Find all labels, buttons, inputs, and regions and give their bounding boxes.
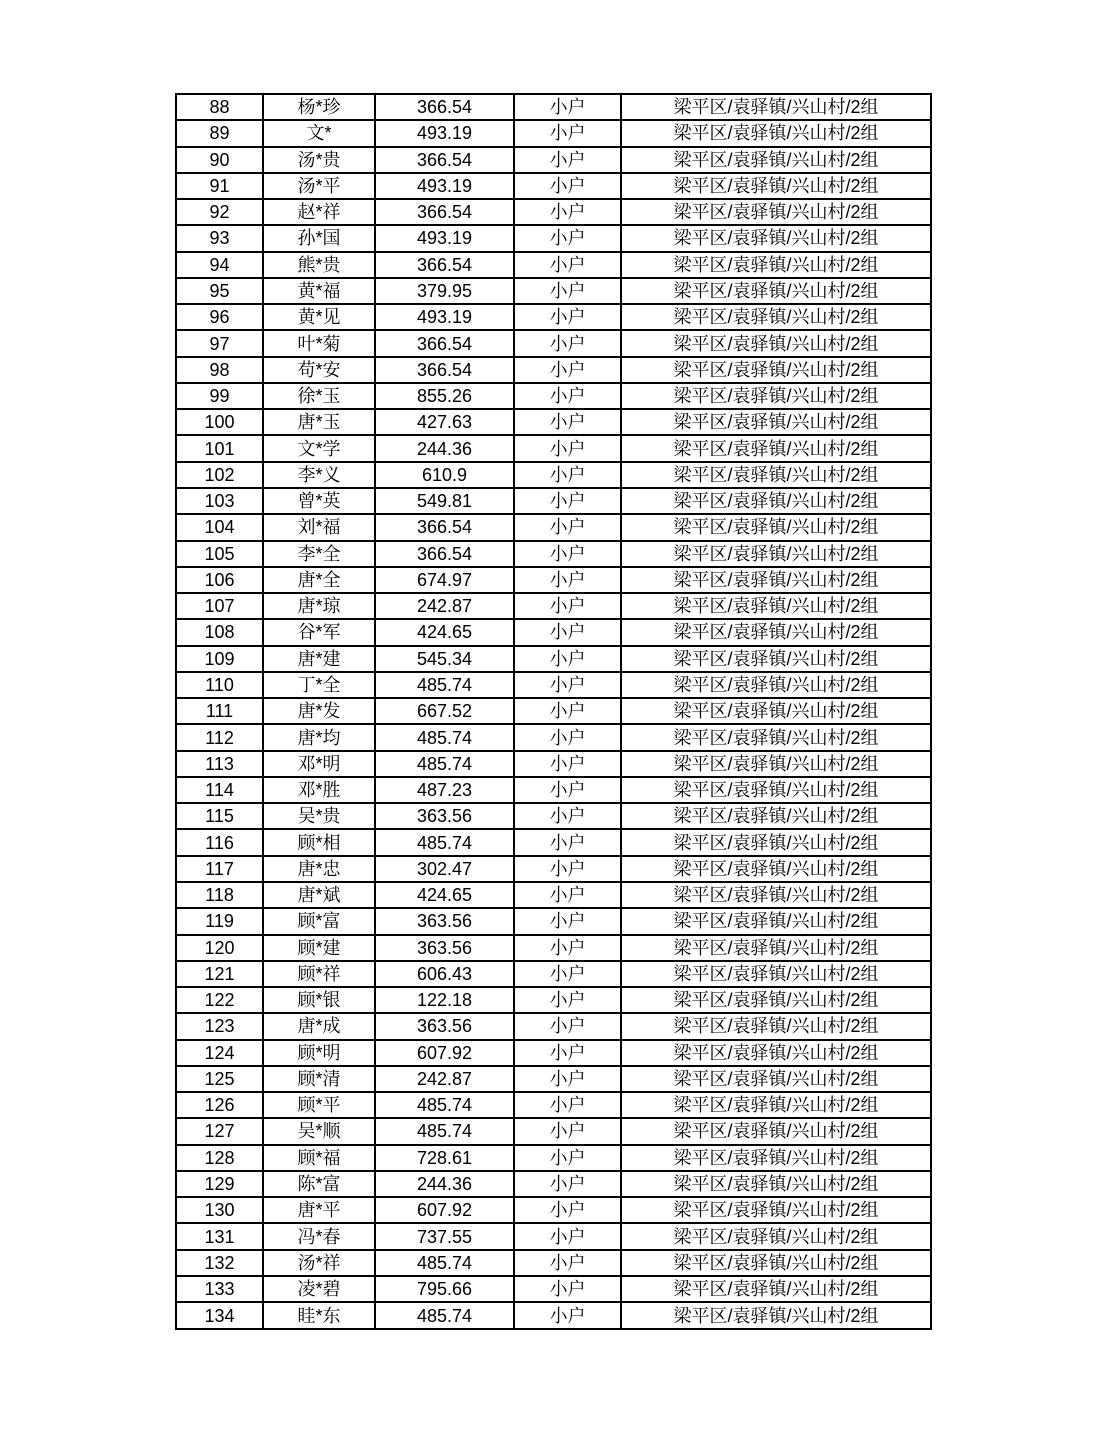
name-cell: 陈*富 (263, 1171, 375, 1197)
table-row (176, 1171, 931, 1197)
table-row (176, 777, 931, 803)
table-row (176, 514, 931, 540)
row-number-cell: 117 (176, 856, 263, 882)
amount-cell: 363.56 (375, 935, 514, 961)
amount-cell: 366.54 (375, 199, 514, 225)
amount-cell: 549.81 (375, 488, 514, 514)
name-cell: 唐*发 (263, 698, 375, 724)
row-number-cell: 111 (176, 698, 263, 724)
household-type-cell: 小户 (514, 724, 621, 750)
row-number-cell: 101 (176, 435, 263, 461)
location-cell: 梁平区/袁驿镇/兴山村/2组 (621, 488, 931, 514)
location-cell: 梁平区/袁驿镇/兴山村/2组 (621, 541, 931, 567)
table-row (176, 1276, 931, 1302)
name-cell: 孙*国 (263, 225, 375, 251)
table-row (176, 619, 931, 645)
location-cell: 梁平区/袁驿镇/兴山村/2组 (621, 199, 931, 225)
amount-cell: 244.36 (375, 435, 514, 461)
amount-cell: 424.65 (375, 882, 514, 908)
row-number-cell: 119 (176, 908, 263, 934)
household-type-cell: 小户 (514, 961, 621, 987)
household-type-cell: 小户 (514, 908, 621, 934)
amount-cell: 737.55 (375, 1223, 514, 1249)
row-number-cell: 131 (176, 1223, 263, 1249)
household-type-cell: 小户 (514, 462, 621, 488)
household-type-cell: 小户 (514, 829, 621, 855)
location-cell: 梁平区/袁驿镇/兴山村/2组 (621, 593, 931, 619)
household-type-cell: 小户 (514, 1118, 621, 1144)
location-cell: 梁平区/袁驿镇/兴山村/2组 (621, 803, 931, 829)
amount-cell: 366.54 (375, 514, 514, 540)
table-row (176, 304, 931, 330)
row-number-cell: 103 (176, 488, 263, 514)
location-cell: 梁平区/袁驿镇/兴山村/2组 (621, 94, 931, 120)
name-cell: 谷*军 (263, 619, 375, 645)
household-type-cell: 小户 (514, 619, 621, 645)
name-cell: 赵*祥 (263, 199, 375, 225)
name-cell: 唐*建 (263, 646, 375, 672)
household-type-cell: 小户 (514, 1171, 621, 1197)
row-number-cell: 89 (176, 120, 263, 146)
amount-cell: 427.63 (375, 409, 514, 435)
name-cell: 唐*忠 (263, 856, 375, 882)
location-cell: 梁平区/袁驿镇/兴山村/2组 (621, 1118, 931, 1144)
location-cell: 梁平区/袁驿镇/兴山村/2组 (621, 147, 931, 173)
household-type-cell: 小户 (514, 173, 621, 199)
table-row (176, 646, 931, 672)
amount-cell: 795.66 (375, 1276, 514, 1302)
table-row (176, 567, 931, 593)
household-type-cell: 小户 (514, 278, 621, 304)
household-type-cell: 小户 (514, 1276, 621, 1302)
name-cell: 邓*明 (263, 751, 375, 777)
amount-cell: 487.23 (375, 777, 514, 803)
row-number-cell: 114 (176, 777, 263, 803)
amount-cell: 493.19 (375, 225, 514, 251)
table-row (176, 987, 931, 1013)
household-type-cell: 小户 (514, 567, 621, 593)
name-cell: 文* (263, 120, 375, 146)
household-type-cell: 小户 (514, 1223, 621, 1249)
name-cell: 眭*东 (263, 1302, 375, 1329)
location-cell: 梁平区/袁驿镇/兴山村/2组 (621, 173, 931, 199)
household-type-cell: 小户 (514, 987, 621, 1013)
location-cell: 梁平区/袁驿镇/兴山村/2组 (621, 120, 931, 146)
household-type-cell: 小户 (514, 672, 621, 698)
row-number-cell: 109 (176, 646, 263, 672)
table-row (176, 252, 931, 278)
table-row (176, 1145, 931, 1171)
location-cell: 梁平区/袁驿镇/兴山村/2组 (621, 357, 931, 383)
table-row (176, 488, 931, 514)
name-cell: 李*义 (263, 462, 375, 488)
row-number-cell: 106 (176, 567, 263, 593)
table-row (176, 173, 931, 199)
row-number-cell: 95 (176, 278, 263, 304)
table-row (176, 462, 931, 488)
amount-cell: 667.52 (375, 698, 514, 724)
location-cell: 梁平区/袁驿镇/兴山村/2组 (621, 1223, 931, 1249)
amount-cell: 485.74 (375, 751, 514, 777)
amount-cell: 363.56 (375, 803, 514, 829)
name-cell: 唐*琼 (263, 593, 375, 619)
row-number-cell: 127 (176, 1118, 263, 1144)
name-cell: 汤*贵 (263, 147, 375, 173)
amount-cell: 485.74 (375, 672, 514, 698)
row-number-cell: 116 (176, 829, 263, 855)
row-number-cell: 100 (176, 409, 263, 435)
amount-cell: 610.9 (375, 462, 514, 488)
location-cell: 梁平区/袁驿镇/兴山村/2组 (621, 882, 931, 908)
household-type-cell: 小户 (514, 514, 621, 540)
row-number-cell: 123 (176, 1013, 263, 1039)
location-cell: 梁平区/袁驿镇/兴山村/2组 (621, 987, 931, 1013)
table-row (176, 1223, 931, 1249)
household-type-cell: 小户 (514, 856, 621, 882)
table-row (176, 856, 931, 882)
location-cell: 梁平区/袁驿镇/兴山村/2组 (621, 462, 931, 488)
row-number-cell: 128 (176, 1145, 263, 1171)
table-row (176, 330, 931, 356)
row-number-cell: 124 (176, 1040, 263, 1066)
name-cell: 顾*建 (263, 935, 375, 961)
location-cell: 梁平区/袁驿镇/兴山村/2组 (621, 856, 931, 882)
amount-cell: 366.54 (375, 541, 514, 567)
table-row (176, 435, 931, 461)
name-cell: 徐*玉 (263, 383, 375, 409)
row-number-cell: 120 (176, 935, 263, 961)
amount-cell: 485.74 (375, 1250, 514, 1276)
location-cell: 梁平区/袁驿镇/兴山村/2组 (621, 225, 931, 251)
amount-cell: 363.56 (375, 908, 514, 934)
household-type-cell: 小户 (514, 383, 621, 409)
location-cell: 梁平区/袁驿镇/兴山村/2组 (621, 751, 931, 777)
household-type-cell: 小户 (514, 1302, 621, 1329)
row-number-cell: 134 (176, 1302, 263, 1329)
household-type-cell: 小户 (514, 1066, 621, 1092)
row-number-cell: 122 (176, 987, 263, 1013)
amount-cell: 485.74 (375, 1302, 514, 1329)
household-type-cell: 小户 (514, 751, 621, 777)
table-row (176, 803, 931, 829)
name-cell: 刘*福 (263, 514, 375, 540)
table-row (176, 1040, 931, 1066)
household-type-cell: 小户 (514, 803, 621, 829)
amount-cell: 242.87 (375, 1066, 514, 1092)
name-cell: 冯*春 (263, 1223, 375, 1249)
table-row (176, 357, 931, 383)
name-cell: 李*全 (263, 541, 375, 567)
location-cell: 梁平区/袁驿镇/兴山村/2组 (621, 672, 931, 698)
table-row (176, 94, 931, 120)
table-row (176, 409, 931, 435)
table-row (176, 672, 931, 698)
location-cell: 梁平区/袁驿镇/兴山村/2组 (621, 1013, 931, 1039)
row-number-cell: 98 (176, 357, 263, 383)
name-cell: 汤*平 (263, 173, 375, 199)
name-cell: 黄*福 (263, 278, 375, 304)
household-type-cell: 小户 (514, 593, 621, 619)
table-row (176, 1250, 931, 1276)
row-number-cell: 121 (176, 961, 263, 987)
table-row (176, 1092, 931, 1118)
table-row (176, 935, 931, 961)
location-cell: 梁平区/袁驿镇/兴山村/2组 (621, 1250, 931, 1276)
amount-cell: 363.56 (375, 1013, 514, 1039)
location-cell: 梁平区/袁驿镇/兴山村/2组 (621, 619, 931, 645)
name-cell: 顾*富 (263, 908, 375, 934)
table-row (176, 1013, 931, 1039)
location-cell: 梁平区/袁驿镇/兴山村/2组 (621, 777, 931, 803)
table-row (176, 829, 931, 855)
amount-cell: 122.18 (375, 987, 514, 1013)
household-type-cell: 小户 (514, 304, 621, 330)
amount-cell: 607.92 (375, 1040, 514, 1066)
table-row (176, 751, 931, 777)
household-subsidy-table (175, 93, 932, 1330)
household-type-cell: 小户 (514, 225, 621, 251)
location-cell: 梁平区/袁驿镇/兴山村/2组 (621, 698, 931, 724)
row-number-cell: 94 (176, 252, 263, 278)
household-type-cell: 小户 (514, 698, 621, 724)
table-row (176, 199, 931, 225)
row-number-cell: 93 (176, 225, 263, 251)
household-type-cell: 小户 (514, 409, 621, 435)
table-row (176, 1066, 931, 1092)
row-number-cell: 104 (176, 514, 263, 540)
location-cell: 梁平区/袁驿镇/兴山村/2组 (621, 409, 931, 435)
row-number-cell: 90 (176, 147, 263, 173)
row-number-cell: 91 (176, 173, 263, 199)
household-type-cell: 小户 (514, 199, 621, 225)
table-row (176, 278, 931, 304)
location-cell: 梁平区/袁驿镇/兴山村/2组 (621, 1040, 931, 1066)
table-row (176, 724, 931, 750)
location-cell: 梁平区/袁驿镇/兴山村/2组 (621, 1302, 931, 1329)
row-number-cell: 112 (176, 724, 263, 750)
table-row (176, 1118, 931, 1144)
row-number-cell: 92 (176, 199, 263, 225)
row-number-cell: 97 (176, 330, 263, 356)
location-cell: 梁平区/袁驿镇/兴山村/2组 (621, 1276, 931, 1302)
row-number-cell: 115 (176, 803, 263, 829)
household-type-cell: 小户 (514, 1092, 621, 1118)
name-cell: 顾*清 (263, 1066, 375, 1092)
name-cell: 顾*平 (263, 1092, 375, 1118)
location-cell: 梁平区/袁驿镇/兴山村/2组 (621, 935, 931, 961)
name-cell: 吴*贵 (263, 803, 375, 829)
row-number-cell: 108 (176, 619, 263, 645)
name-cell: 唐*均 (263, 724, 375, 750)
table-row (176, 698, 931, 724)
name-cell: 文*学 (263, 435, 375, 461)
table-row (176, 147, 931, 173)
location-cell: 梁平区/袁驿镇/兴山村/2组 (621, 514, 931, 540)
amount-cell: 302.47 (375, 856, 514, 882)
name-cell: 顾*明 (263, 1040, 375, 1066)
amount-cell: 855.26 (375, 383, 514, 409)
name-cell: 曾*英 (263, 488, 375, 514)
household-type-cell: 小户 (514, 1013, 621, 1039)
table-row (176, 383, 931, 409)
row-number-cell: 133 (176, 1276, 263, 1302)
name-cell: 顾*银 (263, 987, 375, 1013)
location-cell: 梁平区/袁驿镇/兴山村/2组 (621, 908, 931, 934)
row-number-cell: 105 (176, 541, 263, 567)
household-type-cell: 小户 (514, 777, 621, 803)
table-row (176, 120, 931, 146)
household-type-cell: 小户 (514, 147, 621, 173)
household-type-cell: 小户 (514, 330, 621, 356)
table-row (176, 908, 931, 934)
name-cell: 汤*祥 (263, 1250, 375, 1276)
location-cell: 梁平区/袁驿镇/兴山村/2组 (621, 1145, 931, 1171)
table-row (176, 1197, 931, 1223)
name-cell: 苟*安 (263, 357, 375, 383)
amount-cell: 366.54 (375, 252, 514, 278)
row-number-cell: 99 (176, 383, 263, 409)
location-cell: 梁平区/袁驿镇/兴山村/2组 (621, 252, 931, 278)
amount-cell: 379.95 (375, 278, 514, 304)
amount-cell: 485.74 (375, 1118, 514, 1144)
amount-cell: 244.36 (375, 1171, 514, 1197)
amount-cell: 493.19 (375, 173, 514, 199)
amount-cell: 493.19 (375, 304, 514, 330)
amount-cell: 366.54 (375, 330, 514, 356)
household-type-cell: 小户 (514, 488, 621, 514)
amount-cell: 242.87 (375, 593, 514, 619)
amount-cell: 485.74 (375, 829, 514, 855)
name-cell: 唐*平 (263, 1197, 375, 1223)
household-type-cell: 小户 (514, 1197, 621, 1223)
amount-cell: 366.54 (375, 357, 514, 383)
name-cell: 吴*顺 (263, 1118, 375, 1144)
location-cell: 梁平区/袁驿镇/兴山村/2组 (621, 829, 931, 855)
row-number-cell: 129 (176, 1171, 263, 1197)
household-type-cell: 小户 (514, 357, 621, 383)
table-row (176, 882, 931, 908)
location-cell: 梁平区/袁驿镇/兴山村/2组 (621, 1066, 931, 1092)
row-number-cell: 130 (176, 1197, 263, 1223)
name-cell: 熊*贵 (263, 252, 375, 278)
amount-cell: 607.92 (375, 1197, 514, 1223)
location-cell: 梁平区/袁驿镇/兴山村/2组 (621, 1171, 931, 1197)
household-type-cell: 小户 (514, 646, 621, 672)
household-type-cell: 小户 (514, 1040, 621, 1066)
location-cell: 梁平区/袁驿镇/兴山村/2组 (621, 278, 931, 304)
row-number-cell: 132 (176, 1250, 263, 1276)
amount-cell: 485.74 (375, 1092, 514, 1118)
table-body (176, 94, 931, 1329)
location-cell: 梁平区/袁驿镇/兴山村/2组 (621, 1092, 931, 1118)
name-cell: 顾*福 (263, 1145, 375, 1171)
location-cell: 梁平区/袁驿镇/兴山村/2组 (621, 383, 931, 409)
name-cell: 唐*玉 (263, 409, 375, 435)
location-cell: 梁平区/袁驿镇/兴山村/2组 (621, 330, 931, 356)
household-type-cell: 小户 (514, 882, 621, 908)
amount-cell: 366.54 (375, 94, 514, 120)
name-cell: 叶*菊 (263, 330, 375, 356)
row-number-cell: 102 (176, 462, 263, 488)
row-number-cell: 113 (176, 751, 263, 777)
household-type-cell: 小户 (514, 252, 621, 278)
name-cell: 杨*珍 (263, 94, 375, 120)
row-number-cell: 125 (176, 1066, 263, 1092)
location-cell: 梁平区/袁驿镇/兴山村/2组 (621, 646, 931, 672)
name-cell: 唐*成 (263, 1013, 375, 1039)
amount-cell: 545.34 (375, 646, 514, 672)
location-cell: 梁平区/袁驿镇/兴山村/2组 (621, 304, 931, 330)
name-cell: 唐*斌 (263, 882, 375, 908)
location-cell: 梁平区/袁驿镇/兴山村/2组 (621, 961, 931, 987)
table-row (176, 961, 931, 987)
location-cell: 梁平区/袁驿镇/兴山村/2组 (621, 1197, 931, 1223)
household-type-cell: 小户 (514, 94, 621, 120)
household-type-cell: 小户 (514, 435, 621, 461)
household-type-cell: 小户 (514, 1250, 621, 1276)
name-cell: 黄*见 (263, 304, 375, 330)
table-row (176, 593, 931, 619)
row-number-cell: 118 (176, 882, 263, 908)
household-type-cell: 小户 (514, 541, 621, 567)
name-cell: 顾*祥 (263, 961, 375, 987)
row-number-cell: 107 (176, 593, 263, 619)
row-number-cell: 110 (176, 672, 263, 698)
table-row (176, 1302, 931, 1329)
name-cell: 邓*胜 (263, 777, 375, 803)
row-number-cell: 88 (176, 94, 263, 120)
name-cell: 丁*全 (263, 672, 375, 698)
table-row (176, 541, 931, 567)
name-cell: 唐*全 (263, 567, 375, 593)
row-number-cell: 126 (176, 1092, 263, 1118)
location-cell: 梁平区/袁驿镇/兴山村/2组 (621, 435, 931, 461)
location-cell: 梁平区/袁驿镇/兴山村/2组 (621, 567, 931, 593)
name-cell: 凌*碧 (263, 1276, 375, 1302)
row-number-cell: 96 (176, 304, 263, 330)
amount-cell: 728.61 (375, 1145, 514, 1171)
amount-cell: 606.43 (375, 961, 514, 987)
amount-cell: 366.54 (375, 147, 514, 173)
amount-cell: 674.97 (375, 567, 514, 593)
name-cell: 顾*相 (263, 829, 375, 855)
household-type-cell: 小户 (514, 935, 621, 961)
household-type-cell: 小户 (514, 1145, 621, 1171)
amount-cell: 424.65 (375, 619, 514, 645)
amount-cell: 493.19 (375, 120, 514, 146)
household-type-cell: 小户 (514, 120, 621, 146)
location-cell: 梁平区/袁驿镇/兴山村/2组 (621, 724, 931, 750)
table-row (176, 225, 931, 251)
amount-cell: 485.74 (375, 724, 514, 750)
